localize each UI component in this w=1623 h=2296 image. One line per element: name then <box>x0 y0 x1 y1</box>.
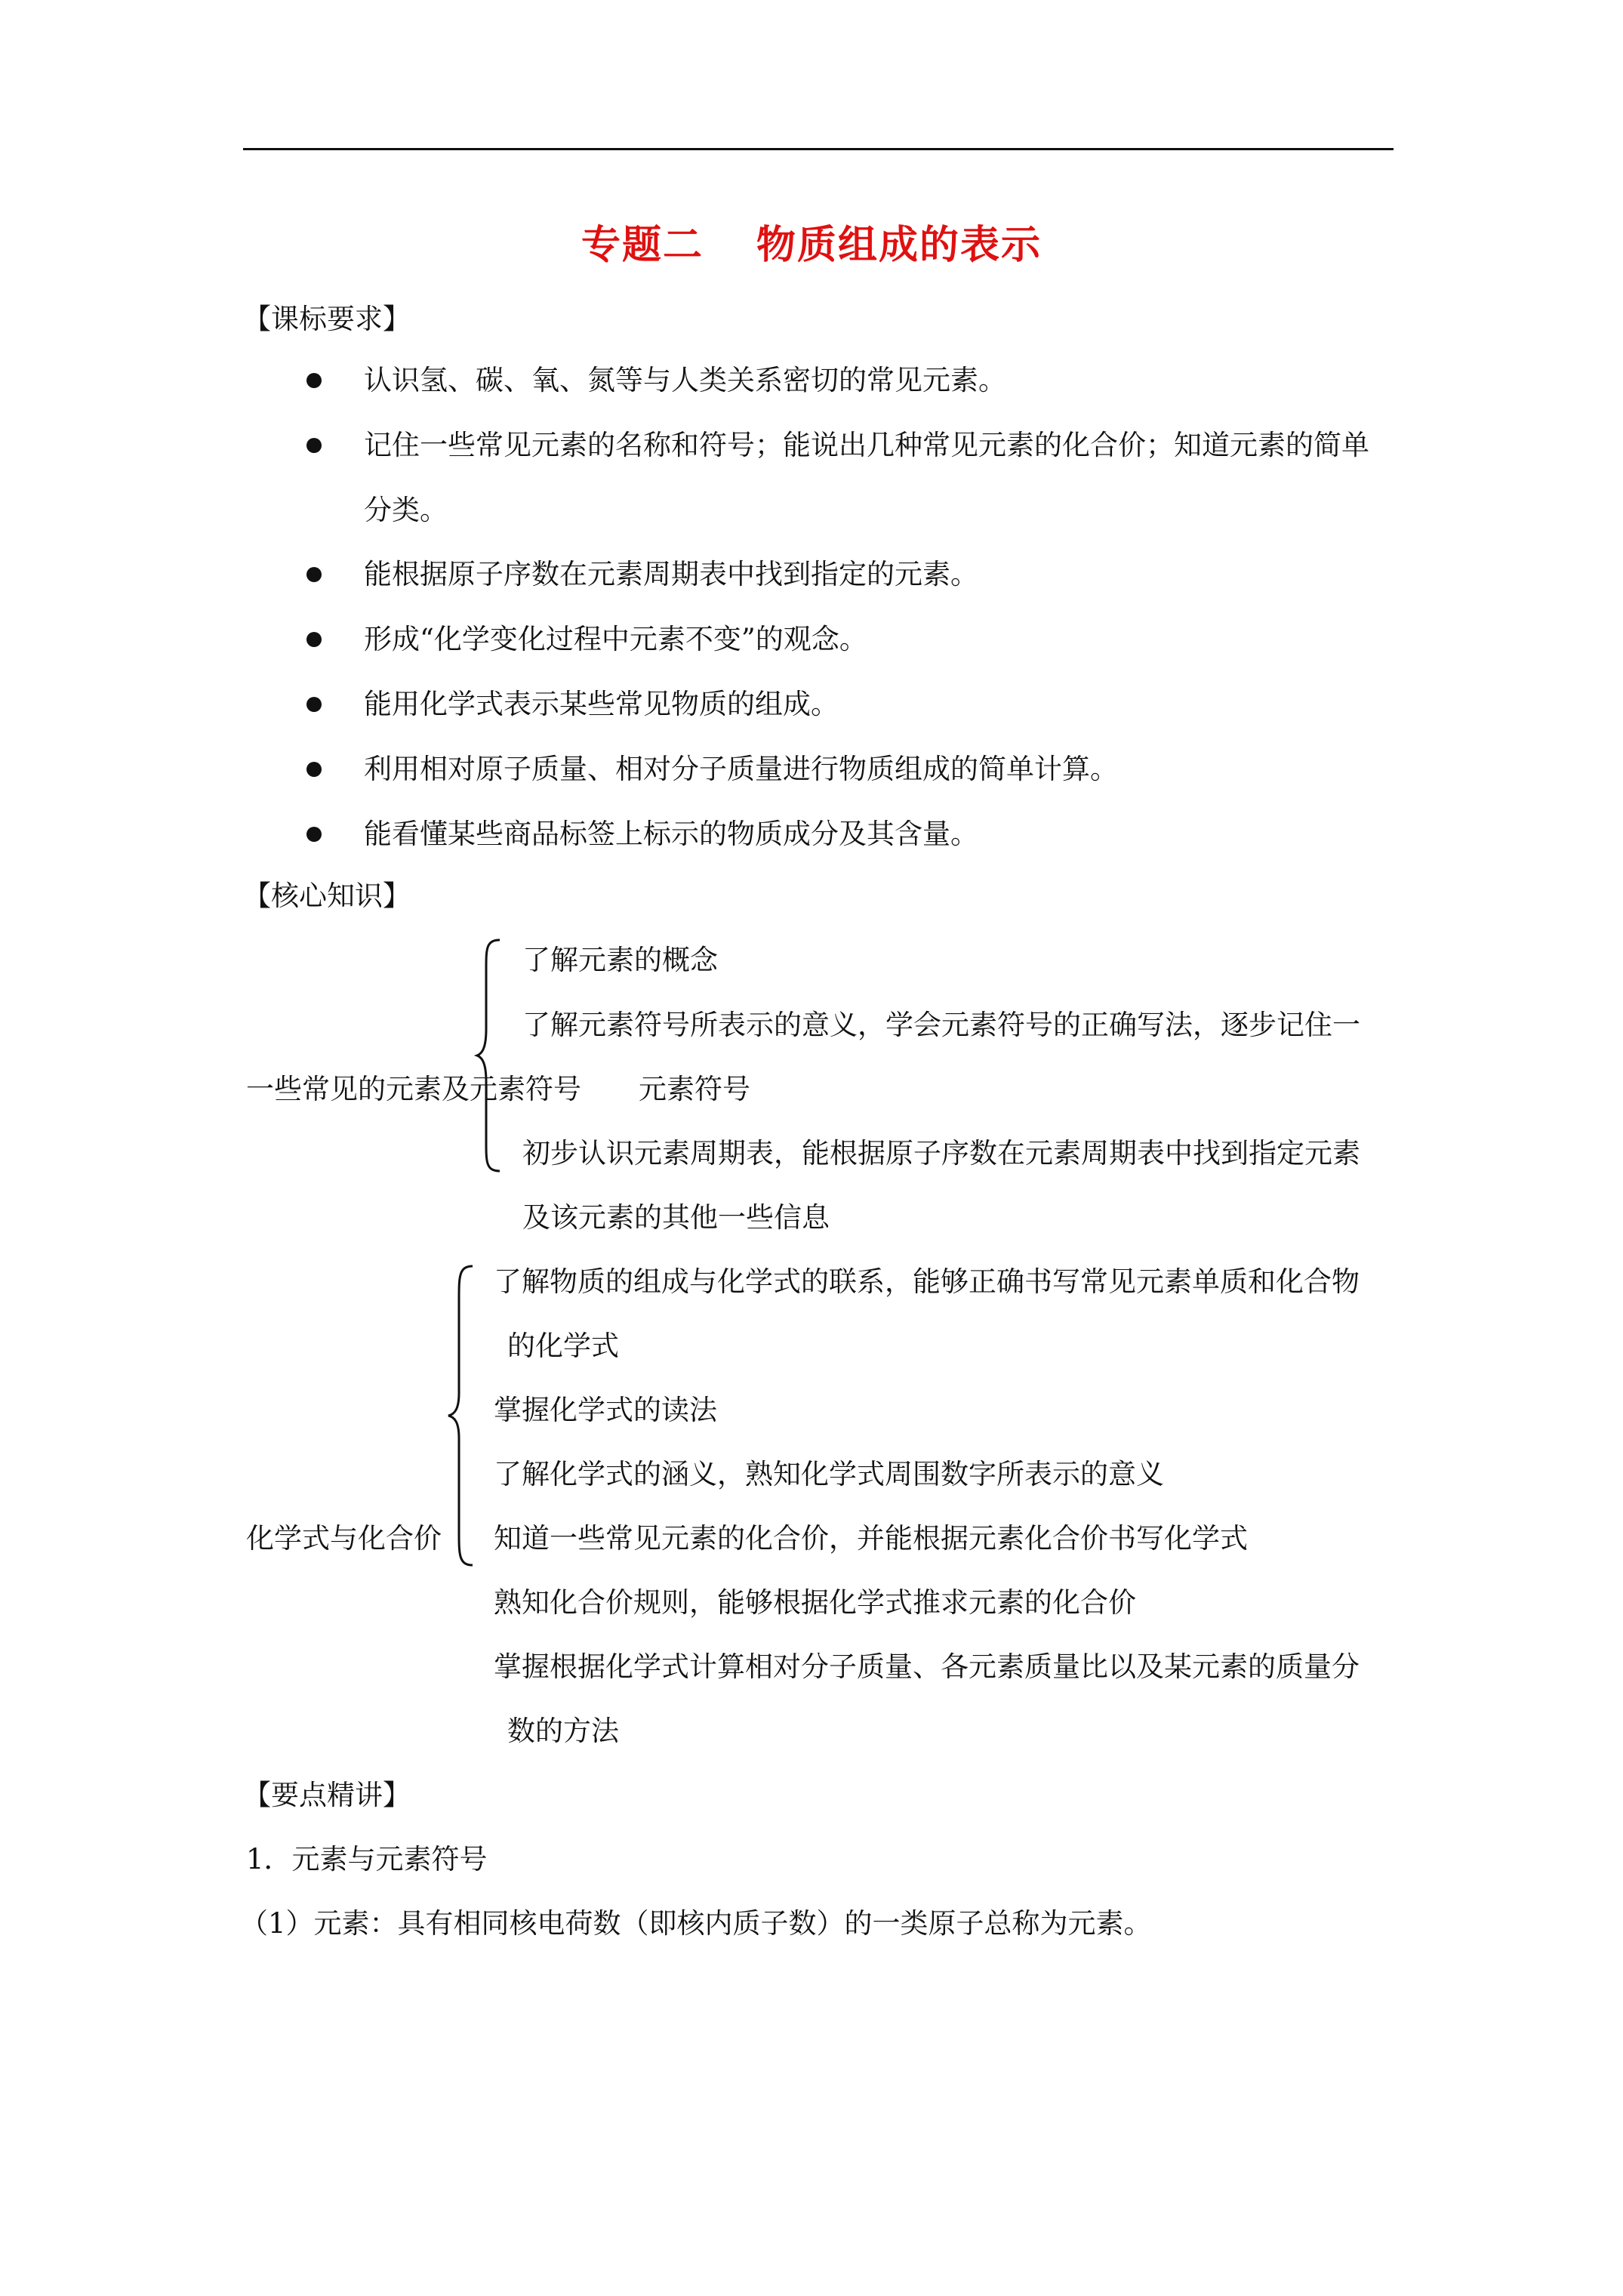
bullet-icon <box>306 438 322 453</box>
core2-item: 了解化学式的涵义，熟知化学式周围数字所表示的意义 <box>494 1458 1164 1490</box>
core2-item: 了解物质的组成与化学式的联系，能够正确书写常见元素单质和化合物 <box>494 1265 1360 1298</box>
brace-icon <box>476 938 506 1173</box>
bullet-icon <box>306 762 322 777</box>
key-heading: 【要点精讲】 <box>243 1779 411 1811</box>
standard-item: 认识氢、碳、氧、氮等与人类关系密切的常见元素。 <box>364 364 1006 396</box>
page-title <box>0 213 1623 270</box>
title-part1: 专题二 <box>581 222 704 268</box>
bullet-icon <box>306 827 322 842</box>
standard-item: 利用相对原子质量、相对分子质量进行物质组成的简单计算。 <box>364 753 1118 785</box>
standard-item: 形成“化学变化过程中元素不变”的观念。 <box>364 623 867 655</box>
header-rule <box>243 148 1394 150</box>
standard-item: 记住一些常见元素的名称和符号；能说出几种常见元素的化合价；知道元素的简单 <box>364 429 1369 461</box>
core1-item: 初步认识元素周期表，能根据原子序数在元素周期表中找到指定元素 <box>522 1137 1360 1170</box>
standards-heading: 【课标要求】 <box>243 303 411 335</box>
core1-label: 一些常见的元素及元素符号 <box>246 1073 581 1105</box>
core1-item-cont: 及该元素的其他一些信息 <box>522 1201 830 1234</box>
core2-item: 知道一些常见元素的化合价，并能根据元素化合价书写化学式 <box>494 1522 1248 1555</box>
standard-item: 能用化学式表示某些常见物质的组成。 <box>364 688 839 720</box>
bullet-icon <box>306 567 322 582</box>
core2-item: 掌握根据化学式计算相对分子质量、各元素质量比以及某元素的质量分 <box>494 1650 1360 1683</box>
core2-item-cont: 数的方法 <box>507 1715 619 1747</box>
standard-item-cont: 分类。 <box>364 494 448 526</box>
standard-item: 能看懂某些商品标签上标示的物质成分及其含量。 <box>364 818 978 850</box>
core1-item: 了解元素的概念 <box>522 944 718 976</box>
key-item-1-1: （1）元素：具有相同核电荷数（即核内质子数）的一类原子总称为元素。 <box>240 1907 1152 1940</box>
key-item-1: 1．元素与元素符号 <box>246 1843 488 1875</box>
bullet-icon <box>306 373 322 388</box>
bullet-icon <box>306 632 322 647</box>
core1-item: 元素符号 <box>639 1073 750 1105</box>
standard-item: 能根据原子序数在元素周期表中找到指定的元素。 <box>364 558 978 590</box>
core2-item: 熟知化合价规则，能够根据化学式推求元素的化合价 <box>494 1586 1136 1619</box>
core2-item-cont: 的化学式 <box>507 1330 619 1362</box>
core-heading: 【核心知识】 <box>243 880 411 912</box>
title-part2: 物质组成的表示 <box>756 222 1042 268</box>
brace-icon <box>447 1265 477 1567</box>
core2-item: 掌握化学式的读法 <box>494 1394 717 1426</box>
core2-label: 化学式与化合价 <box>246 1522 442 1555</box>
bullet-icon <box>306 697 322 712</box>
core1-item: 了解元素符号所表示的意义，学会元素符号的正确写法，逐步记住一 <box>522 1009 1360 1041</box>
